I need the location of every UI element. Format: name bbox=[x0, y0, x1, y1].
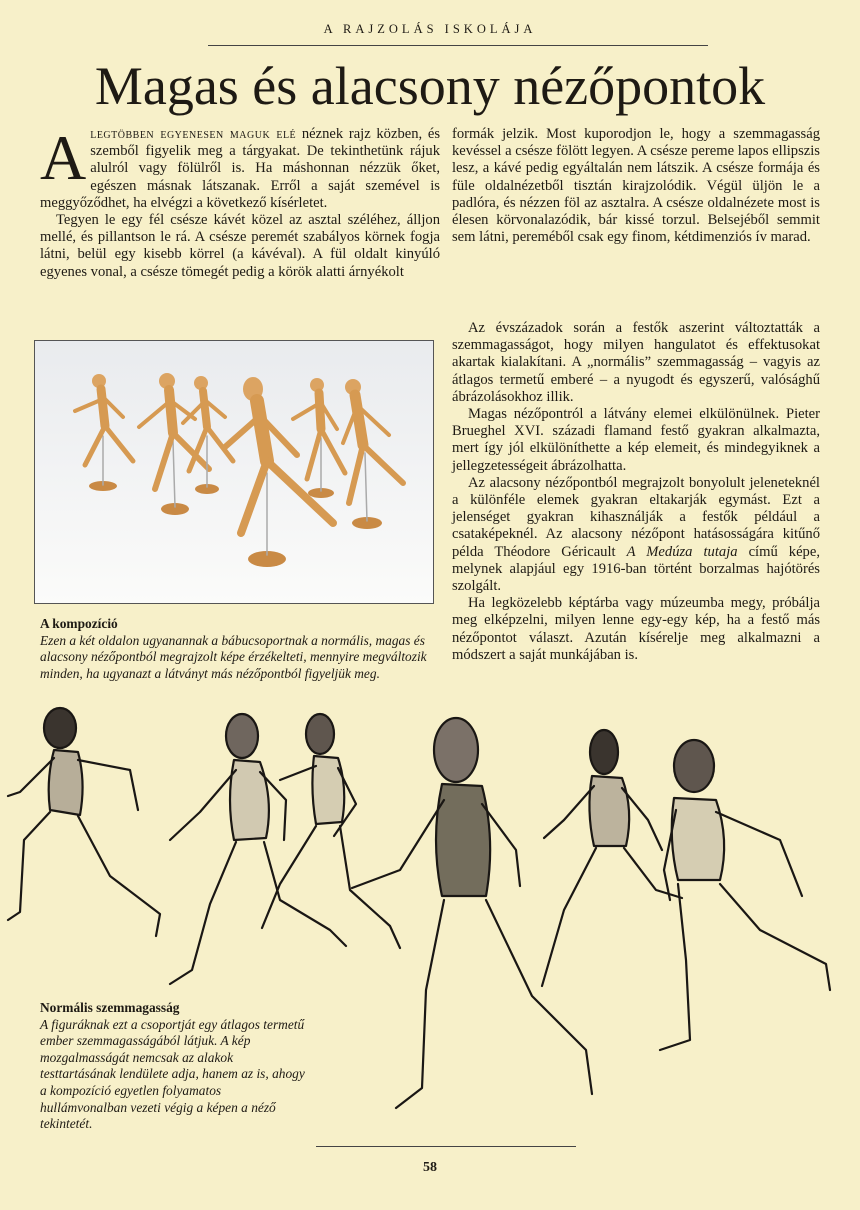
paragraph-5 bbox=[452, 475, 820, 595]
paragraph-2-start bbox=[40, 212, 440, 282]
left-column bbox=[40, 122, 441, 282]
sketch-caption bbox=[40, 1000, 310, 1133]
drop-cap: A bbox=[40, 122, 87, 193]
paragraph-6: Ha legközelebb képtárba vagy múzeumba megy, próbálja meg elképzelni, milyen lenne egy-egy kép, ha a festő más nézőpontot választ. Azután kísérelje meg alkalmazni a módszert a saját munkájában is. bbox=[452, 595, 820, 663]
paragraph-1-text: néznek rajz közben, és szemből figyelik meg a tárgyakat. De tekinthetünk rájuk alulról vagy fölülről is. Ha máshonnan nézzük őket, egészen másnak látszanak. Erről a saját szemével is meggyőződhet, ha elvégzi a következő kísérletet. bbox=[40, 126, 441, 211]
paragraph-3: Az évszázadok során a festők aszerint változtatták a szemmagasságot, hogy milyen hangulatot és effektusokat akartak kialakítani. A „normális” szemmagasság – vagyis az átlagos termetű emberé – a nyugodt és egyszerű, valósághű ábrázolásokhoz illik. bbox=[452, 320, 820, 405]
page-title: Magas és alacsony nézőpontok bbox=[94, 56, 766, 116]
paragraph-5-text-end: című képe, melynek alapjául egy 1916-ban történt borzalmas hajótörés szolgált. bbox=[452, 543, 820, 595]
photo-caption-text: Ezen a két oldalon ugyanannak a bábucsoportnak a normális, magas és alacsony nézőpontból megrajzolt képe érzékelteti, mennyire megváltozik minden, ha ugyanazt a látványt más nézőpontból figyeljük meg. bbox=[40, 632, 427, 681]
paragraph-5-text: Az alacsony nézőpontból megrajzolt bonyolult jeleneteknél a különféle elemek gyakran eltakarják egymást. Ezt a jelenséget gyakran kihasználják a festők például a csataképeknél. Az alacsony nézőpont hatásosságára kitűnő példa Théodore Géricault bbox=[452, 474, 820, 560]
sketch-caption-title: Normális szemmagasság bbox=[40, 1000, 180, 1015]
footer-rule bbox=[316, 1146, 576, 1147]
right-column bbox=[452, 126, 820, 664]
paragraph-2-continued-text: formák jelzik. Most kuporodjon le, hogy a szemmagasság kevéssel a csésze fölött legyen. A csésze pereme lapos ellipszis lesz, a kávé pedig egyáltalán nem látszik. A csésze formája és füle oldalnézetből tisztán kirajzolódik. Végül üljön le a padlóra, és nézzen föl az asztalra. A csésze oldalnézete most is élesen körvonalazódik, bár kissé torzul. Belsejéből semmit sem látni, pereméből csak egy finom, kétdimenziós ív marad. bbox=[452, 126, 820, 246]
sketch-caption-text: A figuráknak ezt a csoportját egy átlagos termetű ember szemmagasságából látjuk. A kép mozgalmasságát nemcsak az alakok testtartásának lendülete adja, hanem az is, ahogy a kompozíció egyetlen folyamatos hullámvonalban vezeti végig a képen a néző tekintetét. bbox=[40, 1016, 305, 1132]
photo-caption bbox=[40, 616, 430, 682]
lead-caps: legtöbben egyenesen maguk elé bbox=[90, 126, 297, 142]
mannequin-photo-illustration bbox=[35, 341, 433, 603]
paragraph-2-text: Tegyen le egy fél csésze kávét közel az asztal széléhez, álljon mellé, és pillantson le rá. A csésze peremét szabályos körnek fogja látni, belül egy kisebb körrel (a kávéval). A fül oldalt kinyúló egyenes vonal, a csésze tömegét pedig a körök alatti árnyékolt bbox=[40, 212, 440, 280]
painting-title: A Medúza tutaja bbox=[626, 543, 738, 560]
mannequin-photo bbox=[34, 340, 434, 604]
paragraph-2-continued bbox=[452, 126, 820, 317]
header-rule bbox=[208, 45, 708, 46]
photo-caption-title: A kompozíció bbox=[40, 616, 118, 631]
paragraph-4: Magas nézőpontról a látvány elemei elkülönülnek. Pieter Brueghel XVI. századi flamand festő gyakran alkalmazta, mert így jól elkülöníthette a kép elemeit, és mindegyiknek a jellegzetességeit ábrázolhatta. bbox=[452, 406, 820, 474]
page-number: 58 bbox=[423, 1160, 437, 1175]
paragraph-1 bbox=[40, 122, 441, 212]
running-header: A RAJZOLÁS ISKOLÁJA bbox=[323, 22, 537, 36]
